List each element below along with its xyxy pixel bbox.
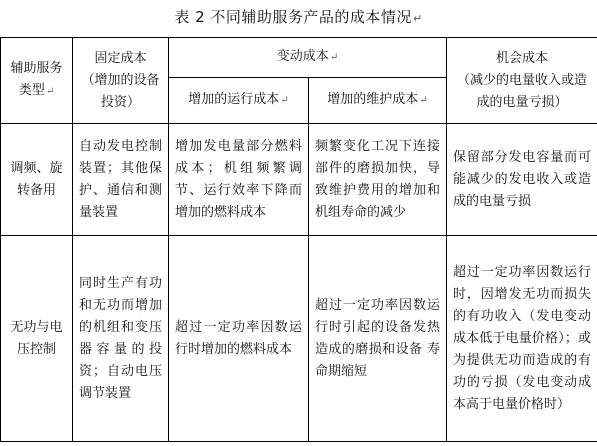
cell-maintenance (309, 124, 447, 236)
paragraph-mark-icon: ↵ (419, 95, 428, 106)
header-variable-operation (169, 78, 309, 124)
cell-operation (169, 124, 309, 236)
header-opportunity-sub: （减少的电量收入或造成的电量亏损） (456, 72, 587, 110)
header-maintenance-label: 增加的维护成本 (327, 92, 419, 107)
table-title-text: 表 2 不同辅助服务产品的成本情况 (174, 8, 412, 26)
table-row (1, 236, 597, 442)
cell-text: 同时生产有功和无功而增加的机组和变压器容量的投资；自动电压调节装置 (79, 275, 162, 401)
header-variable-cost (169, 38, 447, 78)
cell-text: 超过一定功率因数运行时，因增发无功而损失的有功收入（发电变动成本低于电量价格）；或为提供无功而造成的有功的亏损（发电变动成本高于电量价格时） (453, 264, 591, 412)
header-variable-maintenance (309, 78, 447, 124)
cell-opportunity (447, 124, 597, 236)
header-service-type-label: 辅助服务类型 (10, 61, 63, 98)
header-opportunity-cost (447, 38, 597, 124)
cell-fixed (73, 124, 169, 236)
header-variable-label: 变动成本 (276, 49, 329, 64)
header-row-top (1, 38, 597, 78)
header-fixed-label: 固定成本 (94, 50, 147, 66)
cell-text: 频繁变化工况下连接部件的磨损加快，导致维护费用的增加和机组寿命的减少 (315, 138, 440, 220)
cell-text: 无功与电压控制 (10, 319, 63, 357)
cell-service-type (1, 124, 73, 236)
cell-opportunity (447, 236, 597, 442)
cell-text: 超过一定功率因数运行时引起的设备发热造成的磨损和设备 寿命期缩短 (315, 297, 440, 379)
paragraph-mark-icon: ↵ (280, 95, 289, 106)
table-title (0, 6, 597, 27)
paragraph-mark-icon: ↵ (329, 52, 339, 63)
header-service-type (1, 38, 73, 124)
cell-text: 超过一定功率因数运行时增加的燃料成本 (175, 319, 302, 357)
header-operation-label: 增加的运行成本 (188, 92, 280, 107)
cell-fixed (73, 236, 169, 442)
header-fixed-cost (73, 38, 169, 124)
cell-operation (169, 236, 309, 442)
cell-text: 调频、旋转备用 (10, 160, 63, 198)
cell-service-type (1, 236, 73, 442)
header-fixed-sub: （增加的设备投资） (81, 72, 160, 110)
cost-table (0, 37, 597, 442)
cell-text: 增加发电量部分燃料成本；机组频繁调节、运行效率下降而增加的燃料成本 (175, 138, 302, 220)
paragraph-mark-icon: ↵ (45, 86, 55, 97)
header-opportunity-label: 机会成本 (495, 50, 548, 66)
paragraph-mark-icon: ↵ (412, 12, 423, 25)
cell-text: 自动发电控制装置；其他保护、通信和测量装置 (79, 138, 162, 220)
cell-maintenance (309, 236, 447, 442)
table-row (1, 124, 597, 236)
cell-text: 保留部分发电容量而可能减少的发电收入或造成的电量亏损 (453, 149, 591, 209)
